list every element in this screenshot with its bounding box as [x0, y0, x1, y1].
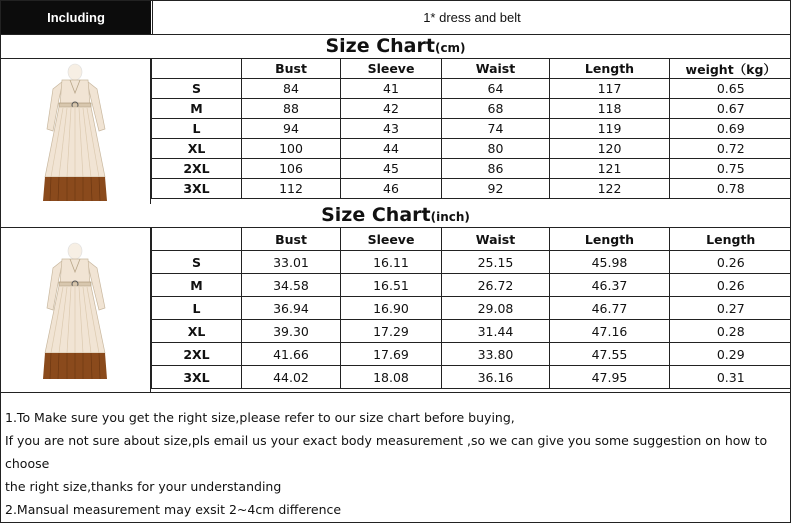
- size-label-cell: S: [152, 79, 242, 99]
- value-cell: 39.30: [242, 320, 341, 343]
- value-cell: 45.98: [550, 251, 670, 274]
- value-cell: 41.66: [242, 343, 341, 366]
- value-cell: 44.02: [242, 366, 341, 389]
- notes-divider: [1, 392, 790, 393]
- value-cell: 119: [550, 119, 670, 139]
- value-cell: 0.78: [670, 179, 791, 199]
- size-chart-inch-section: [1, 204, 790, 392]
- value-cell: 84: [242, 79, 341, 99]
- header-row: [152, 228, 791, 251]
- size-label-cell: 2XL: [152, 343, 242, 366]
- value-cell: 80: [442, 139, 550, 159]
- size-label-cell: L: [152, 119, 242, 139]
- value-cell: 46.77: [550, 297, 670, 320]
- value-cell: 122: [550, 179, 670, 199]
- value-cell: 88: [242, 99, 341, 119]
- title-unit: (inch): [430, 210, 470, 224]
- value-cell: 42: [341, 99, 442, 119]
- value-cell: 29.08: [442, 297, 550, 320]
- size-chart-inch-title: [1, 204, 790, 228]
- value-cell: 0.28: [670, 320, 791, 343]
- value-cell: 0.27: [670, 297, 791, 320]
- value-cell: 0.31: [670, 366, 791, 389]
- value-cell: 106: [242, 159, 341, 179]
- value-cell: 41: [341, 79, 442, 99]
- value-cell: 47.95: [550, 366, 670, 389]
- value-cell: 92: [442, 179, 550, 199]
- column-header: Length: [550, 59, 670, 79]
- value-cell: 16.11: [341, 251, 442, 274]
- value-cell: 100: [242, 139, 341, 159]
- value-cell: 16.51: [341, 274, 442, 297]
- size-label-cell: XL: [152, 139, 242, 159]
- value-cell: 64: [442, 79, 550, 99]
- size-label-cell: S: [152, 251, 242, 274]
- table-row: [152, 179, 791, 199]
- value-cell: 68: [442, 99, 550, 119]
- column-header: Bust: [242, 59, 341, 79]
- including-value: 1* dress and belt: [152, 1, 791, 34]
- value-cell: 74: [442, 119, 550, 139]
- value-cell: 0.26: [670, 274, 791, 297]
- size-label-cell: L: [152, 297, 242, 320]
- header-row: [152, 59, 791, 79]
- table-row: [152, 139, 791, 159]
- value-cell: 33.01: [242, 251, 341, 274]
- value-cell: 17.29: [341, 320, 442, 343]
- value-cell: 112: [242, 179, 341, 199]
- value-cell: 45: [341, 159, 442, 179]
- value-cell: 25.15: [442, 251, 550, 274]
- column-header: Length: [670, 228, 791, 251]
- size-table-cm: [151, 58, 791, 199]
- column-header: Length: [550, 228, 670, 251]
- title-text: Size Chart: [325, 35, 435, 57]
- column-header: Waist: [442, 228, 550, 251]
- table-row: [152, 297, 791, 320]
- size-chart-cm-title: [1, 35, 790, 59]
- value-cell: 18.08: [341, 366, 442, 389]
- title-unit: (cm): [434, 41, 466, 55]
- dress-image-cell: [1, 59, 151, 204]
- notes-block: [5, 406, 790, 521]
- note-line: the right size,thanks for your understanding: [5, 479, 282, 494]
- value-cell: 117: [550, 79, 670, 99]
- including-label: Including: [1, 1, 151, 34]
- value-cell: 0.29: [670, 343, 791, 366]
- table-row: [152, 274, 791, 297]
- table-row: [152, 320, 791, 343]
- note-line: 2.Mansual measurement may exsit 2~4cm difference: [5, 502, 342, 517]
- value-cell: 94: [242, 119, 341, 139]
- value-cell: 26.72: [442, 274, 550, 297]
- note-line: If you are not sure about size,pls email us your exact body measurement ,so we can give you some suggestion on how to choose: [5, 433, 768, 471]
- value-cell: 46.37: [550, 274, 670, 297]
- value-cell: 0.75: [670, 159, 791, 179]
- dress-image: [1, 59, 150, 204]
- value-cell: 17.69: [341, 343, 442, 366]
- value-cell: 36.16: [442, 366, 550, 389]
- value-cell: 0.67: [670, 99, 791, 119]
- value-cell: 118: [550, 99, 670, 119]
- size-label-cell: 3XL: [152, 366, 242, 389]
- column-header: weight（kg）: [670, 59, 791, 79]
- table-row: [152, 343, 791, 366]
- value-cell: 86: [442, 159, 550, 179]
- column-header: [152, 59, 242, 79]
- value-cell: 16.90: [341, 297, 442, 320]
- value-cell: 0.72: [670, 139, 791, 159]
- column-header: Sleeve: [341, 228, 442, 251]
- value-cell: 31.44: [442, 320, 550, 343]
- size-label-cell: M: [152, 99, 242, 119]
- column-header: Sleeve: [341, 59, 442, 79]
- value-cell: 120: [550, 139, 670, 159]
- value-cell: 44: [341, 139, 442, 159]
- size-label-cell: XL: [152, 320, 242, 343]
- value-cell: 47.55: [550, 343, 670, 366]
- title-text: Size Chart: [321, 204, 431, 226]
- table-row: [152, 366, 791, 389]
- table-row: [152, 159, 791, 179]
- value-cell: 36.94: [242, 297, 341, 320]
- value-cell: 47.16: [550, 320, 670, 343]
- table-row: [152, 79, 791, 99]
- note-line: 1.To Make sure you get the right size,please refer to our size chart before buying,: [5, 410, 515, 425]
- value-cell: 46: [341, 179, 442, 199]
- size-label-cell: M: [152, 274, 242, 297]
- value-cell: 0.65: [670, 79, 791, 99]
- value-cell: 0.69: [670, 119, 791, 139]
- value-cell: 43: [341, 119, 442, 139]
- value-cell: 121: [550, 159, 670, 179]
- column-header: Waist: [442, 59, 550, 79]
- value-cell: 0.26: [670, 251, 791, 274]
- size-table-inch: [151, 227, 791, 389]
- including-row: [1, 1, 790, 35]
- table-row: [152, 251, 791, 274]
- column-header: [152, 228, 242, 251]
- size-chart-cm-section: [1, 35, 790, 204]
- dress-image-cell: [1, 228, 151, 392]
- table-row: [152, 119, 791, 139]
- size-label-cell: 2XL: [152, 159, 242, 179]
- table-row: [152, 99, 791, 119]
- size-label-cell: 3XL: [152, 179, 242, 199]
- dress-image: [1, 228, 150, 392]
- value-cell: 33.80: [442, 343, 550, 366]
- column-header: Bust: [242, 228, 341, 251]
- value-cell: 34.58: [242, 274, 341, 297]
